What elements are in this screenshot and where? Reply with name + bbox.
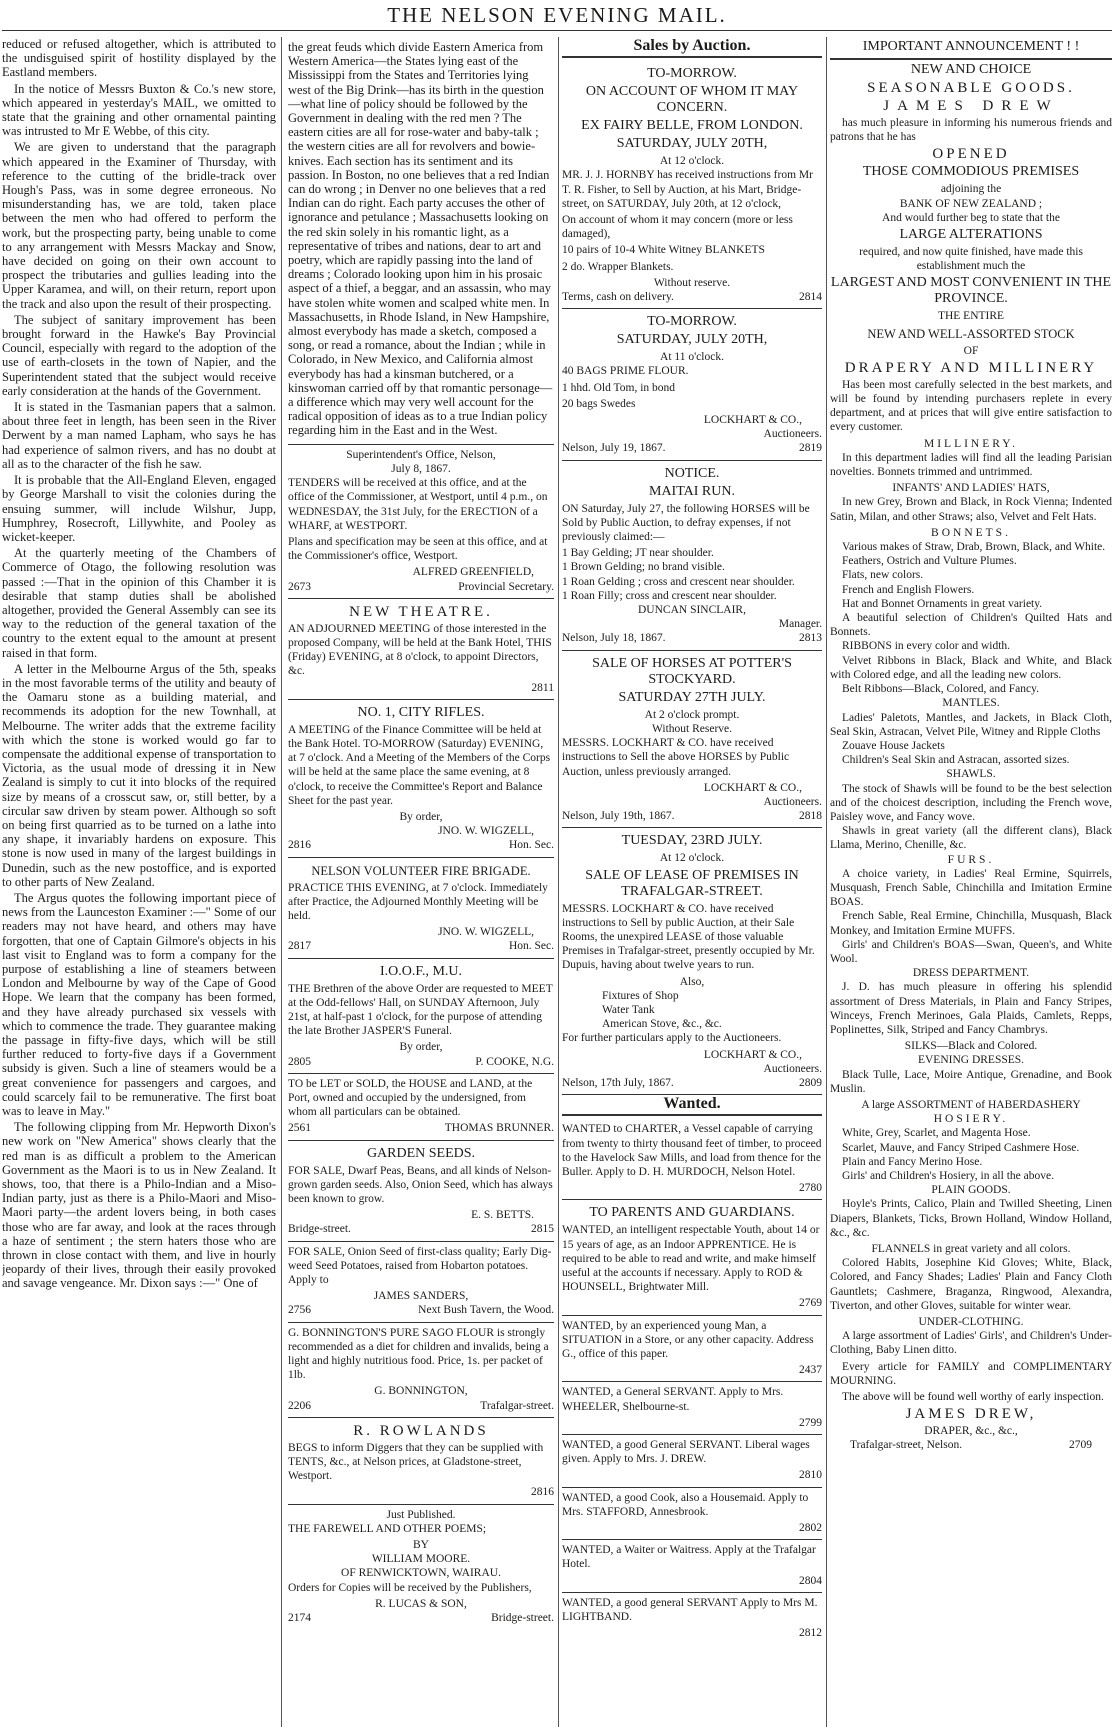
ad-by: BY bbox=[413, 1539, 429, 1552]
ad-item: 1 Roan Gelding ; cross and crescent near shoulder. bbox=[562, 575, 795, 588]
ad-item: Belt Ribbons—Black, Colored, and Fancy. bbox=[842, 683, 1039, 696]
ad-wanted-servant bbox=[562, 1435, 822, 1488]
ad-line: And would further beg to state that the bbox=[882, 211, 1060, 224]
ad-number: 2819 bbox=[799, 442, 822, 455]
ad-body: Every article for FAMILY and COMPLIMENTARY MOURNING. bbox=[830, 1360, 1112, 1387]
ad-body: ON Saturday, July 27, the following HORSES will be Sold by Public Auction, to defray expenses, if not previously claimed:— bbox=[562, 502, 810, 544]
ad-role: DRAPER, &c., &c., bbox=[924, 1425, 1018, 1438]
ad-body: A MEETING of the Finance Committee will be held at the Bank Hotel. TO-MORROW (Saturday) EVENING, at 7 o'clock. And a Meeting of the Members of the Corps will be held at the same place the same evening, at 8 o'clock, to receive the Committee's Report and Balance Sheet for the past year. bbox=[288, 723, 551, 807]
ad-item: 1 Bay Gelding; JT near shoulder. bbox=[562, 547, 714, 560]
ad-body: For further particulars apply to the Auctioneers. bbox=[562, 1032, 782, 1045]
ad-address: Trafalgar-street, Nelson. bbox=[850, 1439, 963, 1452]
ad-number: 2816 bbox=[531, 1486, 554, 1499]
ad-item: Girls' and Children's Hosiery, in all the above. bbox=[842, 1170, 1054, 1182]
ad-byorder: By order, bbox=[399, 1041, 443, 1054]
ad-body: Hoyle's Prints, Calico, Plain and Twilled Sheeting, Linen Diapers, Blankets, Ticks, Brown Holland, Window Holland, &c., &c. bbox=[830, 1198, 1112, 1239]
ad-number: 2769 bbox=[799, 1297, 822, 1310]
ad-wanted-cook bbox=[562, 1488, 822, 1541]
ad-body: BEGS to inform Diggers that they can be supplied with TENTS, &c., at Nelson prices, at Gladstone-street, Westport. bbox=[288, 1441, 544, 1483]
ad-signer: JAMES DREW, bbox=[905, 1406, 1037, 1423]
ad-heading: EX FAIRY BELLE, FROM LONDON. bbox=[581, 118, 803, 134]
ad-time: At 12 o'clock. bbox=[659, 155, 725, 168]
ad-item: Feathers, Ostrich and Vulture Plumes. bbox=[842, 555, 1017, 568]
ad-number: 2709 bbox=[1069, 1439, 1092, 1452]
ad-body: MESSRS. LOCKHART & CO. have received instructions to Sell the above HORSES by Public Auction, unless previously arranged. bbox=[562, 737, 790, 778]
ad-body: Has been most carefully selected in the best markets, and will be found by intending purchasers replete in every department, and at prices that will give entire satisfaction to every customer. bbox=[830, 378, 1112, 434]
ad-address: Bridge-street. bbox=[288, 1223, 351, 1236]
news-paragraph: reduced or refused altogether, which is attributed to the undisguised spirit of hostility displayed by the Eastland members. bbox=[2, 37, 276, 80]
ad-item: Various makes of Straw, Drab, Brown, Black, and White. bbox=[842, 541, 1106, 554]
ad-body: WANTED, a good Cook, also a Housemaid. Apply to Mrs. STAFFORD, Annesbrook. bbox=[562, 1491, 809, 1518]
dept-heading: SILKS—Black and Colored. bbox=[904, 1040, 1038, 1053]
ad-body: MR. J. J. HORNBY has received instructions from Mr T. R. Fisher, to Sell by Auction, at his Mart, Bridge-street, on SATURDAY, July 20th, at 12 o'clock, bbox=[562, 169, 813, 210]
ad-role: Auctioneers. bbox=[763, 795, 822, 808]
ad-item: Zouave House Jackets bbox=[842, 739, 945, 752]
news-paragraph: It is probable that the All-England Eleven, engaged by George Marshall to visit the colonies during the ensuing summer, will include Wilshur, Jupp, Humphrey, Rosecroft, Lillywhite, and Pooley as wicket-keeper. bbox=[2, 473, 276, 544]
ad-number: 2780 bbox=[799, 1182, 822, 1195]
ad-heading: DRAPERY AND MILLINERY bbox=[844, 359, 1098, 376]
ad-heading: TO-MORROW. bbox=[647, 314, 737, 330]
news-paragraph: The subject of sanitary improvement has been brought forward in the Hawke's Bay Provincial Council, especially with regard to the adoption of the use of earth-closets in the town of Napier, and the Superintendent stated that the subject would receive early consideration at the hands of the Government. bbox=[2, 312, 276, 398]
ad-number: 2799 bbox=[799, 1416, 822, 1429]
ad-body: WANTED, a Waiter or Waitress. Apply at the Trafalgar Hotel. bbox=[562, 1544, 816, 1571]
ad-number: 2206 bbox=[288, 1399, 311, 1412]
ad-heading: OPENED bbox=[932, 146, 1010, 163]
ad-time: At 12 o'clock. bbox=[659, 852, 725, 865]
ad-body: WANTED, a good General SERVANT. Liberal wages given. Apply to Mrs. J. DREW. bbox=[562, 1439, 810, 1466]
ad-also: Also, bbox=[679, 975, 705, 988]
news-paragraph: The Argus quotes the following important piece of news from the Launceston Examiner :—" Some of our readers may not have heard, and others may have forgotten, that one of Captain Gilmore's objects in his last visit to England was to form a company for the purpose of establishing a line of steamers between London and Melbourne by way of the Cape of Good Hope. We learn that the company has been formed, and they have already purchased six vessels with which to commence the trade. They guarantee making the passage in fifty-five days, which will be still further reduced to forty-five days if a Government subsidy is given. Such a line of steamers would be a great convenience for passengers and cargoes, and could scarcely fail to be remunerative. The first boat was to leave in May." bbox=[2, 890, 276, 1119]
ad-role: Provincial Secretary. bbox=[458, 580, 554, 593]
news-paragraph: It is stated in the Tasmanian papers that a salmon. about three feet in length, has been seen in the River Derwent by a man named Lapham, who says he has had experience of salmon rivers, and has no doubt at all as to the character of the fish he saw. bbox=[2, 400, 276, 471]
ad-number: 2809 bbox=[799, 1076, 822, 1089]
dept-heading: UNDER-CLOTHING. bbox=[918, 1316, 1024, 1329]
ad-body: TENDERS will be received at this office, and at the office of the Commissioner, at Westport, until 4 p.m., on WEDNESDAY, the 31st July, for the ERECTION of a WHARF, at WESTPORT. bbox=[288, 477, 548, 532]
ad-role: Auctioneers. bbox=[763, 1062, 822, 1075]
ad-heading: SALE OF HORSES AT POTTER'S STOCKYARD. bbox=[592, 655, 792, 687]
ad-item: Children's Seal Skin and Astracan, assorted sizes. bbox=[842, 754, 1070, 767]
ad-number: 2811 bbox=[531, 681, 554, 694]
ad-heading: TO PARENTS AND GUARDIANS. bbox=[589, 1205, 795, 1221]
dept-heading: HOSIERY. bbox=[933, 1113, 1009, 1126]
dept-heading: MILLINERY. bbox=[924, 437, 1018, 450]
ad-number: 2812 bbox=[799, 1627, 822, 1640]
ad-hornby-blankets bbox=[562, 61, 822, 309]
ad-signer: JAMES SANDERS, bbox=[373, 1290, 469, 1303]
ad-heading: MAITAI RUN. bbox=[649, 483, 735, 499]
ad-signer: JNO. W. WIGZELL, bbox=[438, 825, 534, 838]
column-rule bbox=[281, 37, 282, 1727]
ad-number: 2813 bbox=[799, 632, 822, 645]
ad-item: 1 hhd. Old Tom, in bond bbox=[562, 381, 676, 394]
masthead bbox=[0, 0, 1114, 30]
ad-heading: NEW AND WELL-ASSORTED STOCK bbox=[867, 326, 1075, 341]
ad-item: American Stove, &c., &c. bbox=[602, 1018, 722, 1031]
ad-number: 2804 bbox=[799, 1574, 822, 1587]
article-continuation bbox=[288, 37, 554, 445]
ad-body: AN ADJOURNED MEETING of those interested in the proposed Company, will be held at the Bank Hotel, THIS (Friday) EVENING, at 8 o'clock, to appoint Directors, &c. bbox=[288, 622, 552, 678]
ad-role: Auctioneers. bbox=[763, 428, 822, 441]
ad-date: Nelson, July 18, 1867. bbox=[562, 632, 666, 645]
ad-time: At 2 o'clock prompt. bbox=[644, 708, 740, 721]
ad-body: Orders for Copies will be received by the Publishers, bbox=[288, 1581, 532, 1594]
dept-heading: EVENING DRESSES. bbox=[917, 1054, 1025, 1067]
ad-body: MESSRS. LOCKHART & CO. have received instructions to Sell by public Auction, at their Sale Rooms, the unexpired LEASE of those valuable Premises in Trafalgar-street, presently occupied by Mr. Dupuis, having about twelve years to run. bbox=[562, 902, 815, 972]
ad-place: OF RENWICKTOWN, WAIRAU. bbox=[341, 1567, 501, 1580]
news-paragraph: At the quarterly meeting of the Chambers of Commerce of Otago, the following resolution was passed :—That in the opinion of this Chamber it is desirable that stamp duties shall be abolished altogether, provided the General Assembly can see its way to the reduction of the general taxation of the country to the extent equal to the amount at present raised in that form. bbox=[2, 546, 276, 660]
ad-wanted-situation bbox=[562, 1316, 822, 1383]
column-rule bbox=[558, 37, 559, 1727]
column-auctions bbox=[562, 37, 822, 1727]
ad-item: Water Tank bbox=[602, 1003, 655, 1016]
ad-wanted-waiter bbox=[562, 1540, 822, 1593]
ad-item: White, Grey, Scarlet, and Magenta Hose. bbox=[842, 1127, 1031, 1140]
ad-line: adjoining the bbox=[940, 183, 1002, 196]
ad-body: Colored Habits, Josephine Kid Gloves; White, Black, Colored, and Fancy Shades; Ladies' Plain and Fancy Cloth Gauntlets; Cashmere, Braganza, Ringwood, Alexandra, Tiverton, and other Gloves, suitable for winter wear. bbox=[830, 1257, 1112, 1312]
ad-heading: LARGE ALTERATIONS bbox=[899, 227, 1043, 243]
ad-tenders bbox=[288, 445, 554, 599]
ad-heading: SEASONABLE GOODS. bbox=[867, 80, 1075, 96]
ad-number: 2817 bbox=[288, 940, 311, 953]
ad-date: SATURDAY 27TH JULY. bbox=[618, 689, 766, 705]
ad-heading: ON ACCOUNT OF WHOM IT MAY CONCERN. bbox=[585, 84, 799, 116]
ad-heading: I.O.O.F., M.U. bbox=[379, 963, 463, 979]
ad-heading: THOSE COMMODIOUS PREMISES bbox=[862, 164, 1080, 180]
ad-body: TO be LET or SOLD, the HOUSE and LAND, at the Port, owned and occupied by the undersigned, from whom all particulars can be obtained. bbox=[288, 1077, 533, 1119]
ad-body: THE FAREWELL AND OTHER POEMS; bbox=[288, 1522, 487, 1535]
ad-address: Next Bush Tavern, the Wood. bbox=[418, 1304, 554, 1317]
news-paragraph: The following clipping from Mr. Hepworth Dixon's new work on "New America" shows clearly that the red man is as difficult a problem to the American Government as the Maori is to us in New Zealand. It shows, too, that there is a Philo-Indian and a Miso-Indian party, just as there is a Philo-Maori and Miso-Maori party—the ardent lovers being, in both cases those who are far away, and look at the races through a haze of sentiment ; the stern haters those who are thrown in close contact with them, and live in hourly jeopardy of their lives, through their easily provoked and savage vengeance. Mr. Dixon says :—" One of bbox=[2, 1120, 276, 1291]
ad-date: Nelson, 17th July, 1867. bbox=[562, 1076, 674, 1089]
ad-body: FOR SALE, Onion Seed of first-class quality; Early Dig-weed Seed Potatoes, raised from Hobarton potatoes. Apply to bbox=[288, 1245, 552, 1287]
masthead-rule bbox=[2, 30, 1112, 31]
newspaper-title: THE NELSON EVENING MAIL. bbox=[387, 3, 727, 27]
ad-maitai-run bbox=[562, 461, 822, 651]
ad-item: The stock of Shawls will be found to be the best selection and of the choicest description, including the French wove, Paisley wove, and Fancy wove. bbox=[830, 782, 1112, 823]
ad-number: 2810 bbox=[799, 1469, 822, 1482]
ad-item: Ladies' Paletots, Mantles, and Jackets, in Black Cloth, Seal Skin, Astracan, Velvet Pile, Witney and Ripple Cloths bbox=[830, 711, 1112, 738]
ad-role: Hon. Sec. bbox=[508, 839, 554, 852]
ad-date: Nelson, July 19, 1867. bbox=[562, 442, 666, 455]
ad-signer: ALFRED GREENFIELD, bbox=[412, 566, 534, 579]
ad-address: Bridge-street. bbox=[491, 1612, 554, 1625]
ad-item: 1 Roan Filly; cross and crescent near shoulder. bbox=[562, 589, 777, 602]
dept-heading: DRESS DEPARTMENT. bbox=[912, 967, 1030, 980]
ad-body: WANTED, an intelligent respectable Youth, about 14 or 15 years of age, as an Indoor APPRENTICE. He is required to be able to read and write, and make himself useful at the accounts if necessary. Apply to ROD & HOUNSELL, Brightwater Mill. bbox=[562, 1224, 820, 1294]
ad-rifles bbox=[288, 700, 554, 858]
column-james-drew-ad bbox=[830, 37, 1112, 1727]
ad-body: WANTED, by an experienced young Man, a SITUATION in a Store, or any other capacity. Address G., office of this paper. bbox=[562, 1319, 814, 1360]
ad-item: French and English Flowers. bbox=[842, 583, 975, 596]
ad-body: FOR SALE, Dwarf Peas, Beans, and all kinds of Nelson-grown garden seeds. Also, Onion Seed, which has always been known to grow. bbox=[288, 1164, 553, 1206]
ad-signer: LOCKHART & CO., bbox=[703, 781, 802, 794]
ad-terms: Terms, cash on delivery. bbox=[562, 291, 674, 304]
ad-line: required, and now quite finished, have made this establishment much the bbox=[859, 246, 1083, 273]
ad-heading: NOTICE. bbox=[664, 465, 720, 481]
ad-line: BANK OF NEW ZEALAND ; bbox=[899, 197, 1043, 210]
section-heading-auctions: Sales by Auction. bbox=[562, 37, 822, 58]
section-heading-wanted: Wanted. bbox=[562, 1095, 822, 1116]
ad-wanted-servant bbox=[562, 1593, 822, 1645]
ad-garden-seeds bbox=[288, 1141, 554, 1242]
ad-line: THE ENTIRE bbox=[937, 310, 1005, 323]
ad-item: RIBBONS in every color and width. bbox=[842, 640, 1011, 653]
ad-office: Superintendent's Office, Nelson, bbox=[346, 448, 496, 461]
ad-item: Hat and Bonnet Ornaments in great variety. bbox=[842, 597, 1043, 610]
dept-heading: FURS. bbox=[947, 853, 995, 866]
ad-lockhart-flour bbox=[562, 309, 822, 460]
dept-heading: SHAWLS. bbox=[946, 768, 996, 781]
ad-body: THE Brethren of the above Order are requested to MEET at the Odd-fellows' Hall, on SUNDAY Afternoon, July 21st, at half-past 1 o'clock, for the purpose of attending the late Brother JASPER'S Funeral. bbox=[288, 982, 553, 1038]
ad-wanted-apprentice bbox=[562, 1200, 822, 1315]
ad-item: Girls' and Children's BOAS—Swan, Queen's, and White Wool. bbox=[830, 938, 1112, 965]
news-paragraph: the great feuds which divide Eastern America from Western America—the States lying east of the Mississippi from the States and Territories lying west of the Big Drink—has its birth in the question—what line of policy should be followed by the Government in dealing with the red men ? The eastern cities are all for rose-water and baby-talk ; the western cities are all for revolvers and bowie-knives. Each section has its sentiment and its passion. In Boston, no one believes that a red Indian can do wrong ; in Denver no one believes that a red Indian can do right. Each party accuses the other of ignorance and petulance ; Massachusetts looking on the red skin solely in his romantic light, as a representative of tribes and nations, dear to art and poetry, which are rapidly passing into the land of dreams ; Colorado looking upon him in his prosaic aspect of a thief, a beggar, and an assassin, who may have stolen white women and scalped white men. In Massachusetts, in Rhode Island, in New Hampshire, almost everybody has made a sketch, composed a song, or read a romance, about the Indian ; while in Colorado, in New Mexico, and California almost everybody has had a kinsman butchered, or a kinswoman carried off by that romantic personage—a difference which may very well account for the radical opposition of ideas as to a true Indian policy regarding him in the East and in the West. bbox=[288, 40, 553, 438]
column-news-1 bbox=[2, 37, 276, 1727]
dept-heading: MANTLES. bbox=[942, 697, 1000, 710]
news-paragraph: A letter in the Melbourne Argus of the 5th, speaks in the most favorable terms of the utility and beauty of the Oamaru stone as a building material, and recommends its adoption for the new Townhall, at Melbourne. The writer adds that the extreme facility with which the stone is worked would go far to compensate the additional expense of transportation to Victoria, as the usual mode of dressing it in New Zealand is simply to cut it into blocks of the required size by means of a crosscut saw, or, still better, by a circular saw driven by steam power. Although so soft on being first quarried as to be turned on a lathe into any shape, it invariably hardens on exposure. This stone is now used in many of the largest buildings in Dunedin, such as the new postoffice, and is exported to other parts of New Zealand. bbox=[2, 661, 276, 889]
ad-body: WANTED, a good general SERVANT Apply to Mrs M. LIGHTBAND. bbox=[562, 1596, 818, 1624]
ad-item: French Sable, Real Ermine, Chinchilla, Musquash, Black Monkey, and Imitation Ermine MUFFS. bbox=[830, 910, 1112, 937]
ad-signer: R. LUCAS & SON, bbox=[375, 1597, 467, 1610]
ad-item: 10 pairs of 10-4 White Witney BLANKETS bbox=[562, 244, 765, 257]
ad-item: Plain and Fancy Merino Hose. bbox=[842, 1155, 983, 1168]
ad-item: 1 Brown Gelding; no brand visible. bbox=[562, 561, 725, 574]
ad-body: On account of whom it may concern (more or less damaged), bbox=[562, 214, 793, 241]
ad-heading: IMPORTANT ANNOUNCEMENT ! ! bbox=[830, 39, 1112, 60]
ad-heading: NEW AND CHOICE bbox=[910, 62, 1032, 77]
ad-number: 2802 bbox=[799, 1522, 822, 1535]
ad-item: Shawls in great variety (all the different clans), Black Llama, Merino, Chenille, &c. bbox=[830, 825, 1112, 852]
ad-heading: R. ROWLANDS bbox=[353, 1422, 489, 1439]
column-news-2 bbox=[288, 37, 554, 1727]
ad-item: Scarlet, Mauve, and Fancy Striped Cashmere Hose. bbox=[842, 1141, 1080, 1154]
ad-signer: P. COOKE, N.G. bbox=[475, 1055, 554, 1068]
ad-body: has much pleasure in informing his numerous friends and patrons that he has bbox=[830, 117, 1112, 144]
ad-sago-flour bbox=[288, 1323, 554, 1418]
ad-body: WANTED to CHARTER, a Vessel capable of carrying from twenty to thirty thousand feet of timber, to proceed to the Havelock Saw Mills, and load from thence for the Buller. Apply to D. H. MURDOCH, Nelson Hotel. bbox=[562, 1123, 822, 1178]
dept-heading: FLANNELS in great variety and all colors. bbox=[871, 1243, 1071, 1256]
ad-signer: E. S. BETTS. bbox=[471, 1209, 534, 1222]
ad-heading: NO. 1, CITY RIFLES. bbox=[357, 704, 485, 720]
ad-item: A beautiful selection of Children's Quilted Hats and Bonnets. bbox=[830, 612, 1112, 639]
ad-role: Manager. bbox=[778, 618, 822, 631]
ad-item: 2 do. Wrapper Blankets. bbox=[562, 260, 674, 273]
news-paragraph: We are given to understand that the paragraph which appeared in the Examiner of Thursday, with reference to the cutting of the bridle-track over Hough's Pass, was in some degree erroneous. No misunderstanding has, we are told, taken place between the men who had offered to perform the work, but the prospecting party, being unable to come to any arrangement with Messrs Mackay and Snow, have decided on going on their own account to prospect the tributaries and gullies leading into the Upper Karamea, and will, on their return, report upon the track and also upon the result of their prospecting. bbox=[2, 140, 276, 311]
ad-number: 2816 bbox=[288, 839, 311, 852]
ad-heading: SALE OF LEASE OF PREMISES IN TRAFALGAR-STREET. bbox=[585, 867, 799, 899]
ad-theatre bbox=[288, 599, 554, 700]
ad-heading: NELSON VOLUNTEER FIRE BRIGADE. bbox=[311, 863, 531, 878]
ad-date: TUESDAY, 23RD JULY. bbox=[621, 833, 763, 849]
dept-heading: INFANTS' AND LADIES' HATS, bbox=[892, 482, 1050, 495]
ad-to-let bbox=[288, 1074, 554, 1141]
ad-body: In new Grey, Brown and Black, in Rock Vienna; Indented Satin, Milan, and other Straws; also, Velvet and Felt Hats. bbox=[830, 496, 1112, 523]
ad-signer: LOCKHART & CO., bbox=[703, 414, 802, 427]
ad-body: J. D. has much pleasure in offering his splendid assortment of Dress Materials, in Plain and Fancy Stripes, Winceys, French Merinoes, Gala Plaids, Camlets, Repps, Poplinettes, Silk, Striped and Fancy Chambrys. bbox=[830, 981, 1112, 1036]
ad-wanted-servant bbox=[562, 1382, 822, 1435]
ad-heading: GARDEN SEEDS. bbox=[366, 1145, 476, 1161]
ad-number: 2756 bbox=[288, 1304, 311, 1317]
ad-rowlands bbox=[288, 1418, 554, 1505]
ad-signer: JNO. W. WIGZELL, bbox=[438, 926, 534, 939]
ad-body: A large assortment of Ladies' Girls', and Children's Under-Clothing, Baby Linen ditto. bbox=[830, 1330, 1112, 1357]
ad-heading: TO-MORROW. bbox=[647, 66, 737, 82]
ad-address: Trafalgar-street. bbox=[480, 1399, 554, 1412]
ad-fire-brigade bbox=[288, 858, 554, 959]
ad-body: PRACTICE THIS EVENING, at 7 o'clock. Immediately after Practice, the Adjourned Monthly Meeting will be held. bbox=[288, 881, 548, 922]
merchant-name: JAMES DREW bbox=[883, 98, 1059, 114]
ad-line: OF bbox=[963, 344, 979, 357]
ad-role: Hon. Sec. bbox=[508, 940, 554, 953]
column-rule bbox=[826, 37, 827, 1727]
ad-author: WILLIAM MOORE. bbox=[371, 1553, 471, 1566]
ad-note: Without Reserve. bbox=[651, 722, 733, 735]
ad-number: 2815 bbox=[531, 1223, 554, 1236]
ad-item: Fixtures of Shop bbox=[602, 989, 679, 1002]
ad-note: Without reserve. bbox=[653, 276, 731, 289]
ad-wanted-charter bbox=[562, 1119, 822, 1200]
ad-number: 2818 bbox=[799, 810, 822, 823]
dept-heading: A large ASSORTMENT of HABERDASHERY bbox=[861, 1098, 1081, 1111]
ad-byorder: By order, bbox=[399, 810, 443, 823]
ad-heading: NEW THEATRE. bbox=[349, 603, 493, 620]
ad-heading: LARGEST AND MOST CONVENIENT IN THE PROVINCE. bbox=[830, 275, 1112, 307]
ad-date: July 8, 1867. bbox=[391, 462, 451, 475]
ad-body: Plans and specification may be seen at this office, and at the Commissioner's office, Westport. bbox=[288, 535, 548, 563]
ad-signer: G. BONNINGTON, bbox=[374, 1385, 468, 1398]
ad-signer: LOCKHART & CO., bbox=[703, 1048, 802, 1061]
ad-number: 2561 bbox=[288, 1122, 311, 1135]
ad-item: Velvet Ribbons in Black, Black and White, and Black with Colored edge, and all the leading new colors. bbox=[830, 654, 1112, 681]
dept-heading: BONNETS. bbox=[931, 526, 1011, 539]
ad-potters-stockyard bbox=[562, 651, 822, 829]
ad-date: SATURDAY, JULY 20TH, bbox=[616, 136, 768, 152]
ad-poems bbox=[288, 1505, 554, 1630]
news-paragraph: In the notice of Messrs Buxton & Co.'s new store, which appeared in yesterday's MAIL, we omitted to state that the graining and other ornamental painting was intrusted to Mr E Webbe, of this city. bbox=[2, 81, 276, 139]
ad-pre: Just Published. bbox=[386, 1508, 456, 1521]
ad-body: G. BONNINGTON'S PURE SAGO FLOUR is strongly recommended as a diet for children and invalids, being a light and highly nutritious food. Price, 1s. per packet of 1lb. bbox=[288, 1326, 549, 1382]
ad-number: 2814 bbox=[799, 291, 822, 304]
ad-onion-seed bbox=[288, 1242, 554, 1323]
ad-item: 20 bags Swedes bbox=[562, 397, 636, 410]
ad-ioof bbox=[288, 959, 554, 1074]
ad-signer: DUNCAN SINCLAIR, bbox=[638, 604, 746, 617]
ad-lease-trafalgar bbox=[562, 828, 822, 1095]
ad-item: Flats, new colors. bbox=[842, 569, 924, 582]
ad-date: SATURDAY, JULY 20TH, bbox=[616, 332, 768, 348]
ad-item: A choice variety, in Ladies' Real Ermine, Squirrels, Musquash, French Sable, Chinchilla and Imitation Ermine BOAS. bbox=[830, 867, 1112, 909]
ad-signer: THOMAS BRUNNER. bbox=[444, 1122, 554, 1135]
ad-body: Black Tulle, Lace, Moire Antique, Grenadine, and Book Muslin. bbox=[830, 1068, 1112, 1095]
ad-body: 40 BAGS PRIME FLOUR. bbox=[562, 365, 689, 378]
ad-number: 2673 bbox=[288, 580, 311, 593]
ad-number: 2805 bbox=[288, 1055, 311, 1068]
ad-body: In this department ladies will find all the leading Parisian novelties. Bonnets trimmed and untrimmed. bbox=[830, 451, 1112, 479]
dept-heading: PLAIN GOODS. bbox=[931, 1184, 1011, 1197]
ad-body: WANTED, a General SERVANT. Apply to Mrs. WHEELER, Shelbourne-st. bbox=[562, 1386, 784, 1413]
ad-date: Nelson, July 19th, 1867. bbox=[562, 810, 675, 823]
ad-number: 2437 bbox=[799, 1364, 822, 1377]
ad-body: The above will be found well worthy of early inspection. bbox=[842, 1391, 1104, 1404]
ad-number: 2174 bbox=[288, 1612, 311, 1625]
ad-time: At 11 o'clock. bbox=[660, 351, 724, 364]
